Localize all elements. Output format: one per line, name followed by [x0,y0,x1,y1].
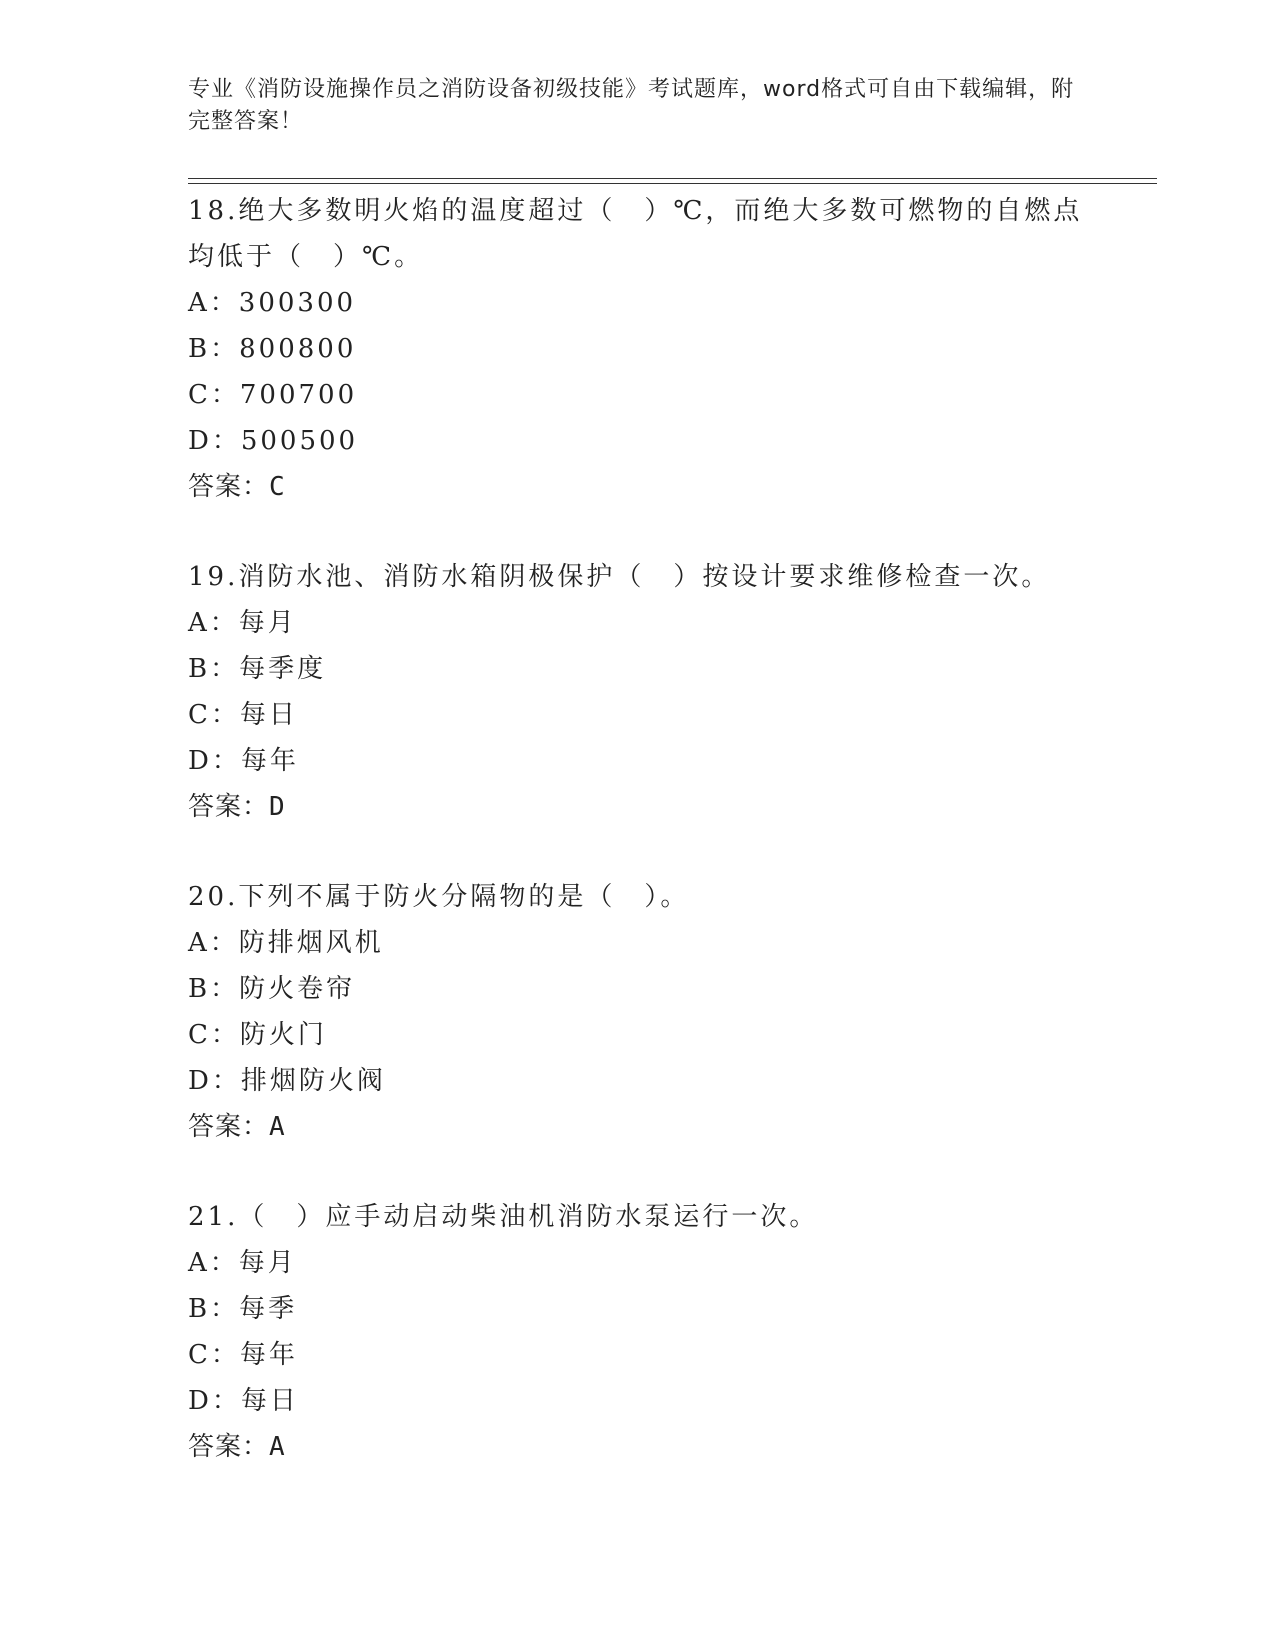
answer-line [188,464,1088,510]
question-19 [188,554,1088,830]
answer-line [188,784,1088,830]
header-divider-top [188,178,1157,179]
option-c: C：每年 [188,1340,298,1370]
question-stem: 20.下列不属于防火分隔物的是（ ）。 [188,882,690,912]
question-stem: 19.消防水池、消防水箱阴极保护（ ）按设计要求维修检查一次。 [188,562,1051,592]
document-header: 专业《消防设施操作员之消防设备初级技能》考试题库，word格式可自由下载编辑，附完整答案！ [188,77,1075,134]
answer-value: D [269,792,286,822]
answer-value: C [269,472,286,502]
option-c: C：每日 [188,700,298,730]
option-b: B：每季度 [188,654,327,684]
answer-value: A [269,1432,286,1462]
option-d: D：排烟防火阀 [188,1066,386,1096]
answer-line [188,1424,1088,1470]
answer-label: 答案： [188,1432,270,1462]
option-a: A：300300 [188,288,357,318]
answer-label: 答案： [188,792,270,822]
question-stem: 18.绝大多数明火焰的温度超过（ ）℃，而绝大多数可燃物的自燃点均低于（ ）℃。 [188,196,1083,272]
question-21 [188,1194,1088,1470]
option-b: B：防火卷帘 [188,974,356,1004]
question-20 [188,874,1088,1150]
option-d: D：每日 [188,1386,299,1416]
option-a: A：每月 [188,1248,297,1278]
option-c: C：700700 [188,380,358,410]
header-divider-bottom [188,183,1157,184]
answer-label: 答案： [188,1112,270,1142]
option-a: A：每月 [188,608,297,638]
option-b: B：800800 [188,334,357,364]
answer-value: A [269,1112,286,1142]
option-d: D：500500 [188,426,359,456]
answer-label: 答案： [188,472,270,502]
question-18 [188,188,1088,510]
option-b: B：每季 [188,1294,298,1324]
option-a: A：防排烟风机 [188,928,384,958]
option-d: D：每年 [188,746,299,776]
answer-line [188,1104,1088,1150]
question-stem: 21.（ ）应手动启动柴油机消防水泵运行一次。 [188,1202,819,1232]
option-c: C：防火门 [188,1020,327,1050]
